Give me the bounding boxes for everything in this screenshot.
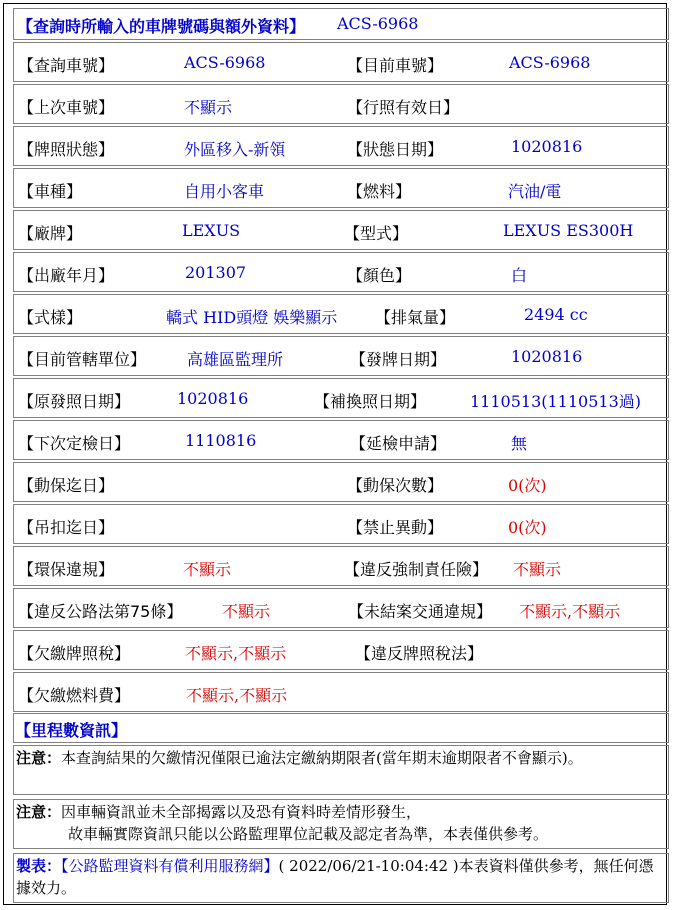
note-disclaimer-line2: 故車輛實際資訊只能以公路監理單位記載及認定者為準，本表僅供參考。 — [68, 825, 549, 843]
footer-source: 【公路監理資料有償利用服務網】 — [61, 857, 279, 875]
field-value: 不顯示 — [183, 560, 232, 579]
info-row — [13, 336, 669, 376]
field-label: 【違反牌照稅法】 — [355, 644, 484, 663]
field-value: 2494 cc — [524, 305, 588, 324]
field-label: 【欠繳牌照稅】 — [18, 644, 131, 663]
field-value: 外區移入-新領 — [184, 140, 286, 159]
info-row — [13, 42, 669, 82]
field-label: 【上次車號】 — [18, 98, 115, 117]
note-arrears-label: 注意： — [16, 749, 62, 767]
field-value: ACS-6968 — [509, 53, 591, 72]
field-value: 無 — [511, 434, 528, 453]
field-value: 自用小客車 — [184, 182, 265, 201]
field-value: 白 — [511, 266, 528, 285]
field-value: 不顯示,不顯示 — [519, 602, 621, 621]
mileage-section-header — [13, 713, 669, 743]
field-label: 【補換照日期】 — [314, 392, 427, 411]
field-label: 【環保違規】 — [18, 560, 115, 579]
field-label: 【動保次數】 — [347, 476, 444, 495]
field-value: 1110816 — [185, 431, 257, 450]
field-value: 轎式 HID頭燈 娛樂顯示 — [166, 308, 338, 327]
note-arrears-text: 本查詢結果的欠繳情況僅限已逾法定繳納期限者(當年期末逾期限者不會顯示)。 — [61, 749, 583, 767]
field-value: 不顯示,不顯示 — [185, 644, 287, 663]
info-row — [13, 378, 669, 418]
field-value: 1020816 — [177, 389, 249, 408]
field-value: 201307 — [185, 263, 247, 282]
field-label: 【下次定檢日】 — [18, 434, 131, 453]
footer-timestamp: ( 2022/06/21-10:04:42 ) — [278, 857, 459, 875]
note-disclaimer-line1: 因車輛資訊並未全部揭露以及恐有資料時差情形發生， — [61, 803, 422, 821]
field-value: 不顯示 — [222, 602, 271, 621]
field-label: 【廠牌】 — [18, 224, 83, 243]
field-value: 0(次) — [508, 476, 547, 495]
field-label: 【排氣量】 — [375, 308, 456, 327]
field-value: 不顯示 — [513, 560, 562, 579]
footer-text: 本表資料僅供參考，無任何憑據效力。 — [16, 857, 654, 897]
field-label: 【目前車號】 — [347, 56, 444, 75]
field-label: 【出廠年月】 — [18, 266, 115, 285]
field-label: 【延檢申請】 — [350, 434, 447, 453]
field-label: 【式樣】 — [18, 308, 83, 327]
info-row — [13, 546, 669, 586]
field-label: 【查詢車號】 — [18, 56, 115, 75]
query-title-value: ACS-6968 — [337, 14, 419, 33]
field-label: 【顏色】 — [347, 266, 412, 285]
field-label: 【吊扣迄日】 — [18, 518, 115, 537]
query-title-label: 【查詢時所輸入的車牌號碼與額外資料】 — [17, 17, 306, 36]
field-label: 【燃料】 — [347, 182, 412, 201]
query-title-row — [13, 8, 669, 40]
note-arrears — [13, 745, 669, 795]
field-label: 【動保迄日】 — [18, 476, 115, 495]
field-value: 1110513(1110513過) — [470, 392, 642, 411]
field-value: 汽油/電 — [508, 182, 562, 201]
field-label: 【行照有效日】 — [347, 98, 460, 117]
field-value: 1020816 — [511, 137, 583, 156]
field-label: 【牌照狀態】 — [18, 140, 115, 159]
field-value: LEXUS ES300H — [503, 221, 634, 240]
field-label: 【禁止異動】 — [347, 518, 444, 537]
field-value: 不顯示,不顯示 — [186, 686, 288, 705]
info-row — [13, 126, 669, 166]
info-row — [13, 630, 669, 670]
field-value: 1020816 — [511, 347, 583, 366]
field-label: 【發牌日期】 — [350, 350, 447, 369]
field-value: LEXUS — [182, 221, 241, 240]
info-row — [13, 504, 669, 544]
field-label: 【欠繳燃料費】 — [18, 686, 131, 705]
info-row — [13, 294, 669, 334]
field-value: ACS-6968 — [184, 53, 266, 72]
info-row — [13, 672, 669, 712]
field-label: 【目前管轄單位】 — [18, 350, 147, 369]
field-value: 高雄區監理所 — [187, 350, 284, 369]
field-label: 【型式】 — [344, 224, 409, 243]
info-row — [13, 420, 669, 460]
info-row — [13, 84, 669, 124]
info-row — [13, 210, 669, 250]
info-row — [13, 588, 669, 628]
report-frame — [3, 3, 667, 905]
field-label: 【違反強制責任險】 — [344, 560, 489, 579]
field-label: 【車種】 — [18, 182, 83, 201]
info-row — [13, 168, 669, 208]
field-label: 【違反公路法第75條】 — [18, 602, 183, 621]
field-label: 【狀態日期】 — [347, 140, 444, 159]
field-label: 【原發照日期】 — [18, 392, 131, 411]
field-value: 不顯示 — [184, 98, 233, 117]
note-disclaimer — [13, 799, 669, 849]
mileage-label: 【里程數資訊】 — [15, 721, 128, 740]
footer-note — [13, 853, 669, 903]
field-label: 【未結案交通違規】 — [348, 602, 493, 621]
field-value: 0(次) — [508, 518, 547, 537]
note-disclaimer-label: 注意： — [16, 803, 62, 821]
footer-label: 製表： — [16, 857, 62, 875]
info-row — [13, 252, 669, 292]
info-row — [13, 462, 669, 502]
